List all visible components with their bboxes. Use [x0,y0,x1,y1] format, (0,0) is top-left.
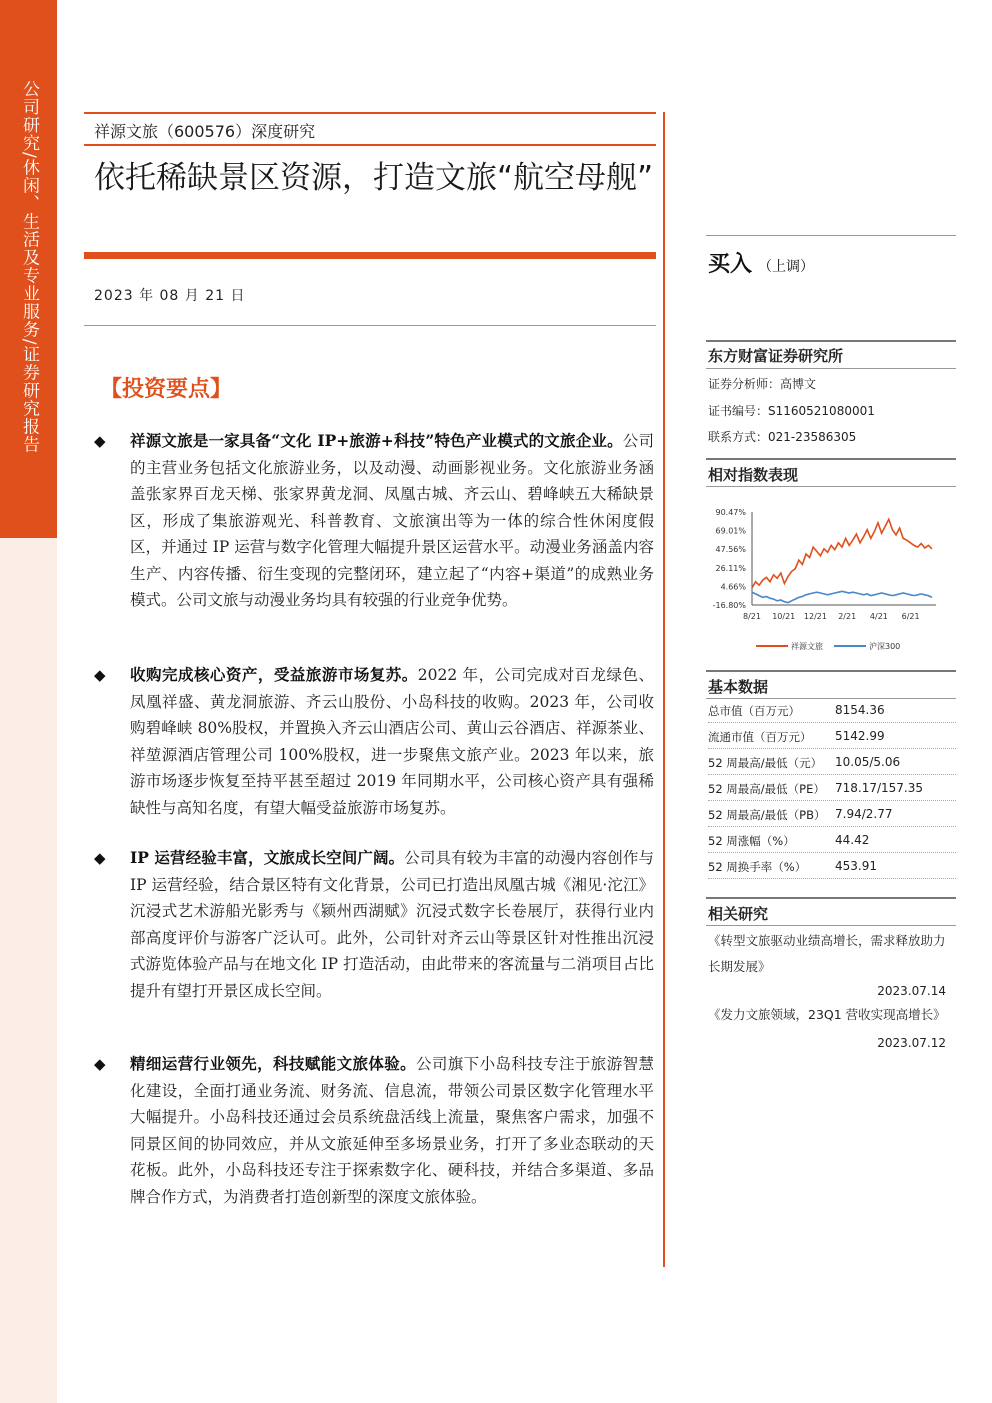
related-title: 相关研究 [708,905,769,923]
basic-data-value: 5142.99 [835,729,885,743]
column-divider [663,112,665,1267]
bullet-lead: IP 运营经验丰富，文旅成长空间广阔。 [130,848,405,867]
basic-data-key: 总市值（百万元） [708,704,800,718]
x-tick-label: 4/21 [869,612,888,621]
basic-data-underline [706,698,956,699]
related-rule [706,897,956,899]
related-report-title[interactable]: 《转型文旅驱动业绩高增长，需求释放助力长期发展》 [708,933,946,974]
basic-data-row [708,729,956,755]
basic-data-value: 10.05/5.06 [835,755,901,769]
bullet-lead: 精细运营行业领先，科技赋能文旅体验。 [130,1054,417,1073]
report-subtitle: 祥源文旅（600576）深度研究 [94,122,316,141]
bullet-body: 2022 年，公司完成对百龙绿色、凤凰祥盛、黄龙洞旅游、齐云山股份、小岛科技的收购。2023 年，公司收购碧峰峡 80%股权，并置换入齐云山酒店公司、黄山云谷酒店、祥源茶业、祥堃源酒店管理公司 100%股权，进一步聚焦文旅产业。2023 年以来，旅游市场逐步恢复至持平甚至超过 2019 年同期水平，公司核心资产具有强稀缺性与高知名度，有望大幅受益旅游市场复苏。 [130,666,654,817]
row-rule [708,800,956,801]
bullet-item [94,428,654,614]
header-rule-top [84,112,656,114]
chart-title-rule [706,458,956,460]
y-tick-label: -16.80% [712,601,746,610]
row-rule [708,852,956,853]
x-tick-label: 2/21 [838,612,857,621]
basic-data-row [708,807,956,833]
related-report-date: 2023.07.14 [877,984,946,998]
basic-data-key: 52 周换手率（%） [708,860,807,874]
legend-label: 祥源文旅 [791,642,823,651]
basic-data-value: 453.91 [835,859,877,873]
row-rule [708,748,956,749]
basic-data-value: 7.94/2.77 [835,807,893,821]
related-report-date: 2023.07.12 [877,1036,946,1050]
bullet-paragraph [130,845,654,1004]
y-tick-label: 47.56% [715,545,746,555]
bullet-body: 公司的主营业务包括文化旅游业务，以及动漫、动画影视业务。文化旅游业务涵盖张家界百龙天梯、张家界黄龙洞、凤凰古城、齐云山、碧峰峡五大稀缺景区，形成了集旅游观光、科普教育、文旅演出等为一体的综合性休闲度假区，并通过 IP 运营与数字化管理大幅提升景区运营水平。动漫业务涵盖内容生产、内容传播、衍生变现的完整闭环，建立起了“内容+渠道”的成熟业务模式。公司文旅与动漫业务均具有较强的行业竞争优势。 [130,432,654,609]
basic-data-row [708,755,956,781]
row-rule [708,774,956,775]
basic-data-row [708,859,956,885]
row-rule [708,826,956,827]
legend-label: 沪深300 [869,642,901,651]
bullet-paragraph [130,428,654,614]
report-date: 2023 年 08 月 21 日 [94,288,246,304]
institution-rule [706,340,956,342]
basic-data-title: 基本数据 [708,678,769,696]
institution-name: 东方财富证券研究所 [708,347,844,365]
row-rule [708,722,956,723]
bullet-lead: 祥源文旅是一家具备“文化 IP+旅游+科技”特色产业模式的文旅企业。 [130,431,623,450]
rating-rule [706,235,956,236]
contact: 联系方式：021-23586305 [708,430,857,444]
x-tick-label: 6/21 [901,612,920,621]
basic-data-key: 流通市值（百万元） [708,730,812,744]
basic-data-key: 52 周最高/最低（元） [708,756,823,770]
series-line [752,591,932,602]
y-tick-label: 4.66% [720,582,746,592]
basic-data-key: 52 周最高/最低（PE） [708,782,825,796]
x-tick-label: 8/21 [743,612,761,621]
bullet-item [94,1051,654,1210]
certificate: 证书编号：S1160521080001 [708,404,875,418]
basic-data-row [708,703,956,729]
rating [708,247,814,278]
related-report-title[interactable]: 《发力文旅领域，23Q1 营收实现高增长》 [708,1007,946,1022]
y-tick-label: 90.47% [715,508,746,517]
bullet-item [94,845,654,1004]
basic-data-value: 8154.36 [835,703,885,717]
analyst: 证券分析师：高博文 [708,377,817,391]
x-tick-label: 10/21 [772,612,796,621]
rating-label: 买入 [708,252,753,277]
y-tick-label: 69.01% [715,526,746,536]
institution-underline [706,368,956,369]
report-title: 依托稀缺景区资源，打造文旅“航空母舰” [94,160,654,196]
bullet-body: 公司具有较为丰富的动漫内容创作与 IP 运营经验，结合景区特有文化背景，公司已打造出凤凰古城《湘见·沱江》沉浸式艺术游船光影秀与《颍州西湖赋》沉浸式数字长卷展厅，获得行业内部高度评价与游客广泛认可。此外，公司针对齐云山等景区针对性推出沉浸式游览体验产品与在地文化 IP 打造活动，由此带来的客流量与二消项目占比提升有望打开景区成长空间。 [130,849,654,1000]
side-banner-text: 公司研究/休闲、生活及专业服务/证券研究报告 [19,80,39,454]
bullet-paragraph [130,662,654,821]
date-rule [84,325,656,326]
basic-data-value: 44.42 [835,833,870,847]
diamond-icon: ◆ [94,432,106,450]
section-title: 【投资要点】 [100,376,233,402]
basic-data-rule [706,670,956,672]
bullet-item [94,662,654,821]
row-rule [708,878,956,879]
basic-data-key: 52 周最高/最低（PB） [708,808,826,822]
chart-title: 相对指数表现 [708,466,799,484]
basic-data-row [708,833,956,859]
diamond-icon: ◆ [94,666,106,684]
title-bar [84,252,656,259]
basic-data-value: 718.17/157.35 [835,781,924,795]
header-rule [84,144,656,146]
diamond-icon: ◆ [94,1055,106,1073]
chart-title-underline [706,486,956,487]
bullet-paragraph [130,1051,654,1210]
basic-data-key: 52 周涨幅（%） [708,834,795,848]
x-tick-label: 12/21 [803,612,827,621]
bullet-lead: 收购完成核心资产，受益旅游市场复苏。 [130,665,418,684]
relative-index-chart [700,502,956,662]
y-tick-label: 26.11% [715,563,746,573]
related-underline [706,925,956,926]
bullet-body: 公司旗下小岛科技专注于旅游智慧化建设，全面打通业务流、财务流、信息流，带领公司景区数字化管理水平大幅提升。小岛科技还通过会员系统盘活线上流量，聚焦客户需求，加强不同景区间的协同效应，并从文旅延伸至多场景业务，打开了多业态联动的天花板。此外，小岛科技还专注于探索数字化、硬科技，并结合多渠道、多品牌合作方式，为消费者打造创新型的深度文旅体验。 [130,1055,654,1206]
diamond-icon: ◆ [94,849,106,867]
side-banner-light [0,538,57,1403]
basic-data-row [708,781,956,807]
series-line [752,519,932,588]
rating-change: （上调） [758,259,815,275]
